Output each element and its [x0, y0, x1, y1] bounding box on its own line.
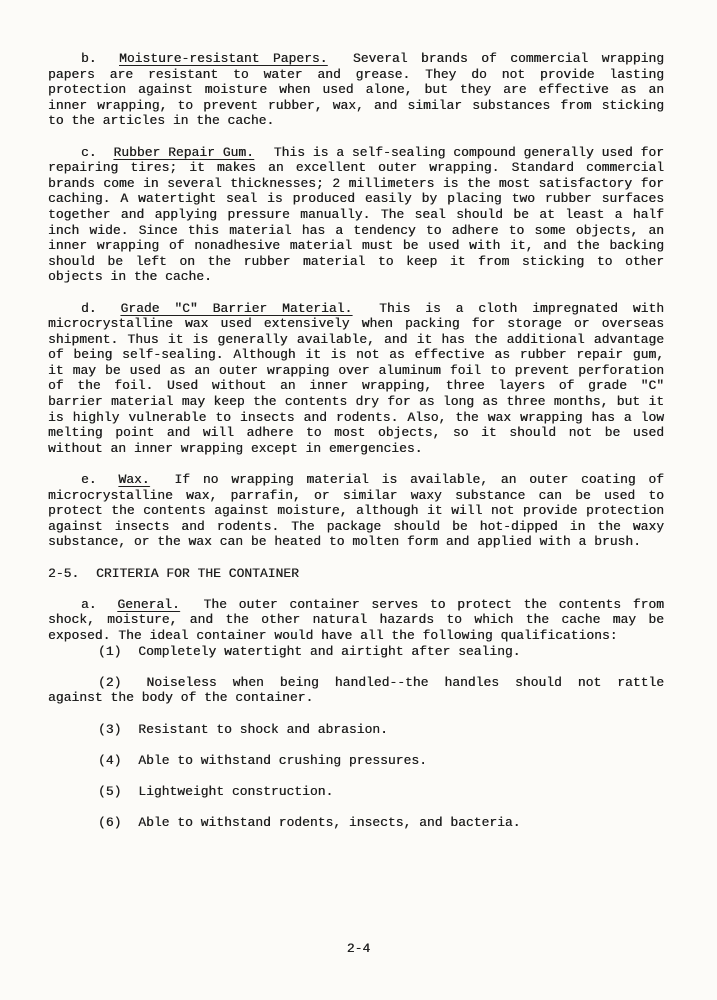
- section-number: 2-5.: [48, 565, 80, 581]
- paragraph-body: [48, 160, 664, 285]
- list-item-3: [48, 722, 664, 738]
- paragraph-e: [48, 472, 664, 550]
- list-item-5: [48, 784, 664, 800]
- text-line: against insects and rodents. The package should be hot-dipped in the waxy: [48, 518, 664, 534]
- list-item-text: Able to withstand crushing pressures.: [138, 752, 427, 768]
- paragraph-label: c.: [81, 144, 97, 160]
- list-item-text: Resistant to shock and abrasion.: [138, 721, 388, 737]
- list-item-1: [48, 644, 664, 660]
- paragraph-first-line: [48, 597, 664, 613]
- paragraph-heading: Grade "C" Barrier Material.: [120, 300, 353, 316]
- paragraph-body: [48, 612, 664, 643]
- text-line: protect the contents against moisture, although it will not provide protection: [48, 503, 664, 519]
- qualification-list: [48, 644, 664, 831]
- paragraph-heading: Wax.: [118, 472, 150, 488]
- paragraph-body: [48, 67, 664, 129]
- list-item-text: Completely watertight and airtight after sealing.: [138, 643, 521, 659]
- text-line: microcrystalline wax used extensively when packing for storage or overseas: [48, 316, 664, 332]
- text-line: melting point and will adhere to most objects, so it should not be used: [48, 425, 664, 441]
- list-item-line: [48, 722, 664, 738]
- text-line: shock, moisture, and the other natural hazards to which the cache may be: [48, 612, 664, 628]
- paragraph-first-line: [48, 472, 664, 488]
- list-item-number: (4): [98, 752, 122, 768]
- paragraph-text: This is a self-sealing compound generally used for: [273, 144, 664, 160]
- list-item-text: Lightweight construction.: [138, 783, 334, 799]
- paragraph-first-line: [48, 301, 664, 317]
- text-line: is highly vulnerable to insects and rodents. Also, the wax wrapping has a low: [48, 409, 664, 425]
- list-item-line: against the body of the container.: [48, 690, 314, 706]
- text-line: repairing tires; it makes an excellent outer wrapping. Standard commercial: [48, 160, 664, 176]
- paragraph-label: d.: [81, 300, 97, 316]
- text-line: without an inner wrapping except in emergencies.: [48, 440, 423, 456]
- text-line: inner wrapping, to prevent rubber, wax, and similar substances from sticking: [48, 97, 664, 113]
- list-item-text: Able to withstand rodents, insects, and bacteria.: [138, 815, 521, 831]
- list-item-number: (3): [98, 721, 122, 737]
- paragraph-label: b.: [81, 51, 97, 66]
- text-line: of being self-sealing. Although it is not as effective as rubber repair gum,: [48, 347, 664, 363]
- paragraph-body: [48, 316, 664, 456]
- paragraph-label: e.: [81, 472, 97, 488]
- paragraph-b: [48, 51, 664, 129]
- list-item-number: (6): [98, 815, 122, 831]
- text-line: caching. A watertight seal is produced easily by placing two rubber surfaces: [48, 191, 664, 207]
- list-item-text: Noiseless when being handled--the handles should not rattle: [146, 674, 664, 690]
- list-item-number: (5): [98, 783, 122, 799]
- text-line: it may be used as an outer wrapping over aluminum foil to prevent perforation: [48, 362, 664, 378]
- text-line: substance, or the wax can be heated to molten form and applied with a brush.: [48, 534, 641, 550]
- paragraph-c: [48, 145, 664, 285]
- paragraph-first-line: [48, 145, 664, 161]
- paragraph-first-line: [48, 51, 664, 67]
- list-item-line: [48, 753, 664, 769]
- list-item-number: (2): [98, 674, 122, 690]
- text-line: should be left on the rubber material to keep it from sticking to other: [48, 253, 664, 269]
- paragraph-heading: Rubber Repair Gum.: [113, 144, 254, 160]
- text-line: brands come in several thicknesses; 2 millimeters is the most satisfactory for: [48, 175, 664, 191]
- text-line: of the foil. Used without an inner wrapping, three layers of grade "C": [48, 378, 664, 394]
- text-line: protection against moisture when used alone, but they are effective as an: [48, 82, 664, 98]
- list-item-4: [48, 753, 664, 769]
- paragraph-text: This is a cloth impregnated with: [379, 300, 664, 316]
- paragraph-label: a.: [81, 596, 97, 612]
- text-line: inner wrapping of nonadhesive material must be used with it, and the backing: [48, 238, 664, 254]
- list-item-2: [48, 675, 664, 706]
- text-line: papers are resistant to water and grease. They do not provide lasting: [48, 66, 664, 82]
- section-heading: [48, 566, 664, 582]
- text-line: microcrystalline wax, parrafin, or similar waxy substance can be used to: [48, 487, 664, 503]
- text-line: inch wide. Since this material has a tendency to adhere to some objects, an: [48, 222, 664, 238]
- section-title: CRITERIA FOR THE CONTAINER: [96, 565, 299, 581]
- list-item-line: [48, 675, 664, 691]
- text-line: shipment. Thus it is generally available, and it has the additional advantage: [48, 331, 664, 347]
- text-line: together and applying pressure manually. The seal should be at least a half: [48, 206, 664, 222]
- paragraph-text: If no wrapping material is available, an outer coating of: [174, 472, 664, 488]
- paragraph-text: The outer container serves to protect the contents from: [203, 596, 664, 612]
- page-number: 2-4: [346, 941, 371, 956]
- text-line: objects in the cache.: [48, 269, 212, 285]
- text-line: exposed. The ideal container would have all the following qualifications:: [48, 627, 618, 643]
- list-item-line: [48, 784, 664, 800]
- list-item-line: [48, 644, 664, 660]
- paragraph-body: [48, 488, 664, 550]
- list-item-6: [48, 815, 664, 831]
- paragraph-text: Several brands of commercial wrapping: [352, 51, 664, 66]
- list-item-line: [48, 815, 664, 831]
- paragraph-d: [48, 301, 664, 457]
- list-item-number: (1): [98, 643, 122, 659]
- paragraph-heading: Moisture-resistant Papers.: [119, 51, 328, 66]
- text-line: barrier material may keep the contents dry for as long as three months, but it: [48, 394, 664, 410]
- paragraph-heading: General.: [117, 596, 180, 612]
- paragraph-a: [48, 597, 664, 644]
- text-line: to the articles in the cache.: [48, 113, 275, 129]
